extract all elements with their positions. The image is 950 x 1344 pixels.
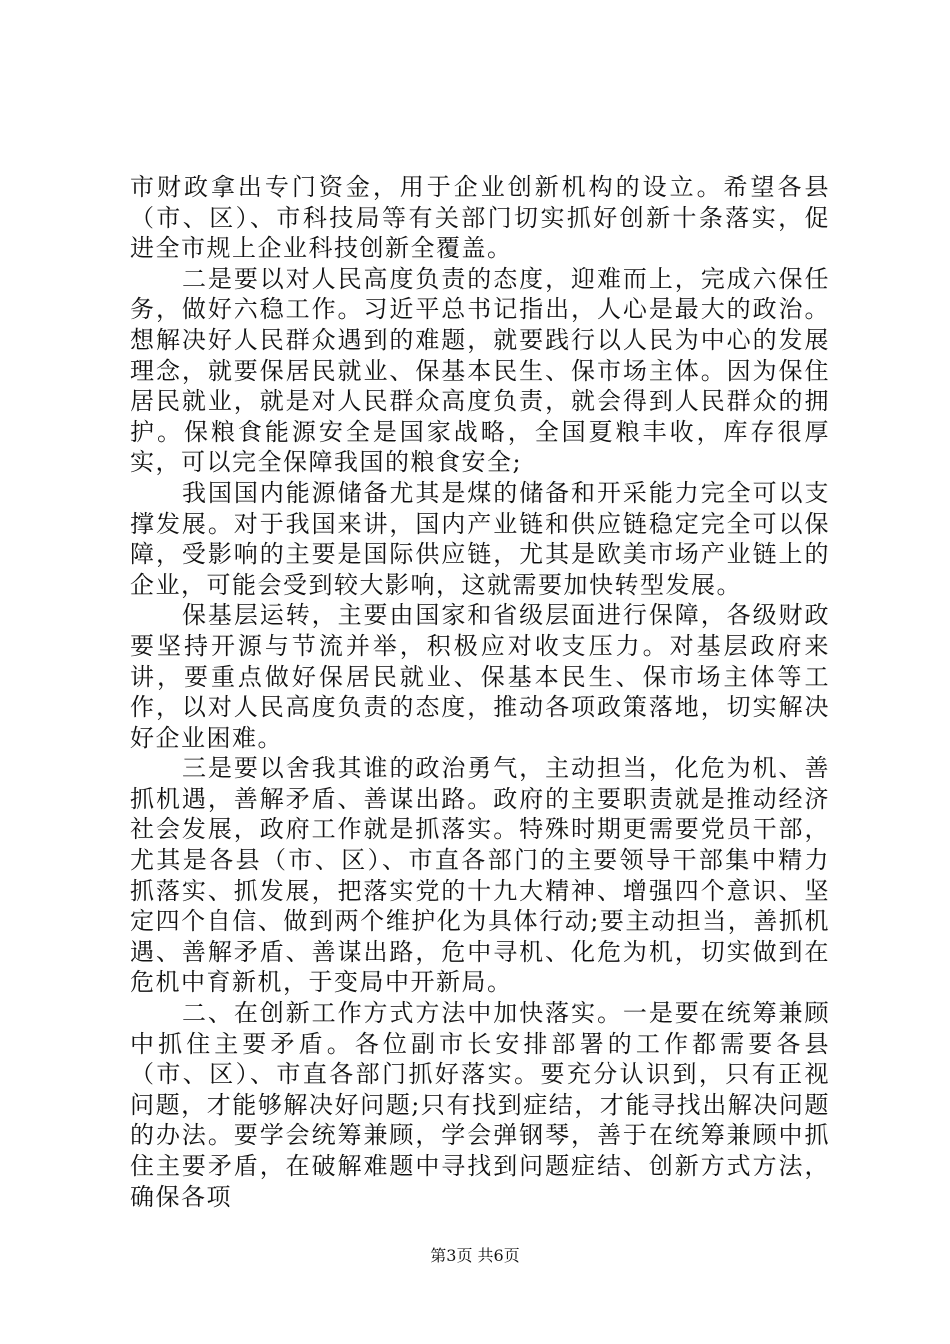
paragraph-2: 二是要以对人民高度负责的态度，迎难而上，完成六保任务，做好六稳工作。习近平总书记指出，人心是最大的政治。想解决好人民群众遇到的难题，就要践行以人民为中心的发展理念，就要保居民就业、保基本民生、保市场主体。因为保住居民就业，就是对人民群众高度负责，就会得到人民群众的拥护。保粮食能源安全是国家战略，全国夏粮丰收，库存很厚实，可以完全保障我国的粮食安全; (130, 264, 830, 477)
page-number-label: 第3页 共6页 (430, 1246, 520, 1265)
paragraph-1: 市财政拿出专门资金，用于企业创新机构的设立。希望各县（市、区）、市科技局等有关部门切实抓好创新十条落实，促进全市规上企业科技创新全覆盖。 (130, 173, 830, 263)
paragraph-6: 二、在创新工作方式方法中加快落实。一是要在统筹兼顾中抓住主要矛盾。各位副市长安排部署的工作都需要各县（市、区）、市直各部门抓好落实。要充分认识到，只有正视问题，才能够解决好问题;只有找到症结，才能寻找出解决问题的办法。要学会统筹兼顾，学会弹钢琴，善于在统筹兼顾中抓住主要矛盾，在破解难题中寻找到问题症结、创新方式方法，确保各项 (130, 999, 830, 1211)
page-footer (0, 1245, 950, 1267)
paragraph-3: 我国国内能源储备尤其是煤的储备和开采能力完全可以支撑发展。对于我国来讲，国内产业链和供应链稳定完全可以保障，受影响的主要是国际供应链，尤其是欧美市场产业链上的企业，可能会受到较大影响，这就需要加快转型发展。 (130, 478, 830, 599)
paragraph-5: 三是要以舍我其谁的政治勇气，主动担当，化危为机、善抓机遇，善解矛盾、善谋出路。政府的主要职责就是推动经济社会发展，政府工作就是抓落实。特殊时期更需要党员干部，尤其是各县（市、区）、市直各部门的主要领导干部集中精力抓落实、抓发展，把落实党的十九大精神、增强四个意识、坚定四个自信、做到两个维护化为具体行动;要主动担当，善抓机遇、善解矛盾、善谋出路，危中寻机、化危为机，切实做到在危机中育新机，于变局中开新局。 (130, 754, 830, 997)
document-body (130, 172, 830, 1212)
paragraph-4: 保基层运转，主要由国家和省级层面进行保障，各级财政要坚持开源与节流并举，积极应对收支压力。对基层政府来讲，要重点做好保居民就业、保基本民生、保市场主体等工作，以对人民高度负责的态度，推动各项政策落地，切实解决好企业困难。 (130, 601, 830, 752)
